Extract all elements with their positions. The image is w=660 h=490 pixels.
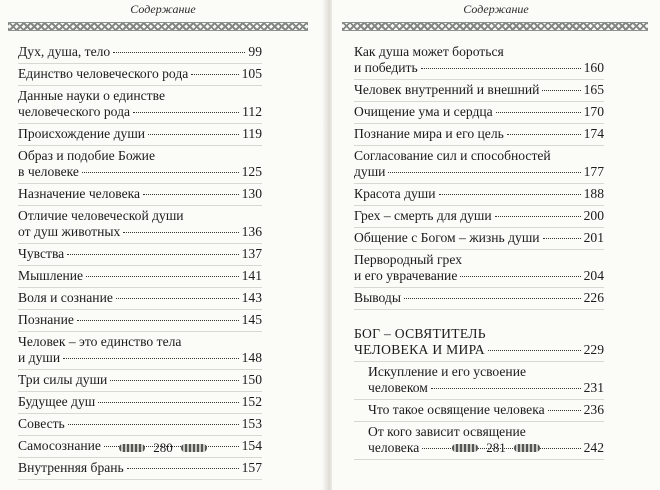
toc-entry-row xyxy=(18,350,262,366)
toc-entry-title: Человек – это единство тела xyxy=(18,334,182,349)
toc-entry-title: Что такое освящение человека xyxy=(368,402,545,417)
page-folio xyxy=(0,440,326,456)
dot-leader xyxy=(388,172,580,173)
dot-leader xyxy=(495,216,581,217)
toc-entry xyxy=(354,146,604,184)
page-number: 281 xyxy=(486,440,506,455)
toc-entry-row xyxy=(18,246,262,262)
dot-leader xyxy=(488,350,581,351)
toc-entry-title: Три силы души xyxy=(18,372,108,387)
toc-page-number: 201 xyxy=(583,230,604,245)
folio-ornament-right xyxy=(181,444,207,452)
toc-page-number: 165 xyxy=(583,82,604,97)
toc-entry-title: Самосознание xyxy=(18,438,101,453)
toc-entry-row xyxy=(18,290,262,306)
toc-entry-title: души xyxy=(354,164,386,179)
dot-leader xyxy=(496,112,581,113)
toc-entry xyxy=(354,400,604,422)
dot-leader xyxy=(548,410,581,411)
toc-entry-title: Отличие человеческой души xyxy=(18,208,184,223)
toc-entry-title: Познание xyxy=(18,312,74,327)
toc-entry xyxy=(18,392,262,414)
left-page xyxy=(0,0,326,490)
toc-entry-title: Выводы xyxy=(354,290,401,305)
toc-entry xyxy=(354,206,604,228)
toc-list xyxy=(354,42,604,460)
toc-entry-row xyxy=(18,66,262,82)
toc-entry-row xyxy=(354,164,604,180)
toc-entry-title: Дух, душа, тело xyxy=(18,44,111,59)
toc-page-number: 177 xyxy=(583,164,604,179)
toc-page-number: 99 xyxy=(248,44,262,59)
toc-page-number: 125 xyxy=(241,164,262,179)
toc-entry-title: и его уврачевание xyxy=(354,268,458,283)
toc-entry-title: От кого зависит освящение xyxy=(368,424,526,439)
toc-entry-row xyxy=(354,126,604,142)
header-ornament xyxy=(342,22,648,31)
toc-page-number: 204 xyxy=(583,268,604,283)
toc-entry xyxy=(18,332,262,370)
toc-entry-title: Будущее душ xyxy=(18,394,96,409)
toc-entry xyxy=(354,184,604,206)
toc-entry xyxy=(18,458,262,480)
toc-page-number: 145 xyxy=(241,312,262,327)
toc-entry-row xyxy=(18,312,262,328)
toc-entry-title: Единство человеческого рода xyxy=(18,66,189,81)
toc-page-number: 143 xyxy=(241,290,262,305)
toc-page-number: 160 xyxy=(583,60,604,75)
toc-entry-row xyxy=(18,394,262,410)
dot-leader xyxy=(542,90,580,91)
toc-entry xyxy=(18,124,262,146)
toc-page-number: 153 xyxy=(241,416,262,431)
toc-entry xyxy=(18,146,262,184)
toc-page-number: 157 xyxy=(241,460,262,475)
toc-entry-title: Происхождение души xyxy=(18,126,146,141)
toc-entry-title: Познание мира и его цель xyxy=(354,126,504,141)
toc-page-number: 200 xyxy=(583,208,604,223)
toc-entry-title: и души xyxy=(18,350,61,365)
toc-page-number: 231 xyxy=(583,380,604,395)
toc-entry-title: человеческого рода xyxy=(18,104,131,119)
toc-entry xyxy=(354,362,604,400)
toc-entry xyxy=(18,184,262,206)
toc-page-number: 226 xyxy=(583,290,604,305)
toc-page-number: 188 xyxy=(583,186,604,201)
toc-page-number: 130 xyxy=(241,186,262,201)
toc-entry xyxy=(18,64,262,86)
toc-entry-title: Внутренняя брань xyxy=(18,460,124,475)
dot-leader xyxy=(77,320,239,321)
dot-leader xyxy=(543,238,581,239)
toc-entry-row xyxy=(354,342,604,358)
toc-entry-title: Согласование сил и способностей xyxy=(354,148,551,163)
toc-entry-row xyxy=(354,186,604,202)
toc-page-number: 170 xyxy=(583,104,604,119)
running-head: Содержание xyxy=(130,2,196,16)
toc-entry-title: Образ и подобие Божие xyxy=(18,148,155,163)
folio-ornament-right xyxy=(514,444,540,452)
dot-leader xyxy=(143,194,239,195)
toc-entry xyxy=(18,288,262,310)
toc-section-heading xyxy=(354,324,604,362)
toc-entry-title: человеком xyxy=(368,380,428,395)
dot-leader xyxy=(98,402,238,403)
running-head: Содержание xyxy=(463,2,529,16)
toc-entry xyxy=(18,266,262,288)
toc-entry-row xyxy=(354,82,604,98)
toc-entry-row xyxy=(354,230,604,246)
folio-ornament-left xyxy=(452,444,478,452)
dot-leader xyxy=(68,424,239,425)
toc-entry-row xyxy=(368,402,604,418)
toc-entry xyxy=(354,288,604,310)
toc-entry-row xyxy=(354,104,604,120)
toc-entry-row xyxy=(18,164,262,180)
toc-page-number: 105 xyxy=(241,66,262,81)
toc-entry-title: человека xyxy=(368,440,420,455)
toc-entry-row xyxy=(18,44,262,60)
dot-leader xyxy=(431,388,581,389)
toc-entry-title: ЧЕЛОВЕКА И МИРА xyxy=(354,342,485,357)
dot-leader xyxy=(507,134,581,135)
toc-page-number: 242 xyxy=(583,440,604,455)
toc-entry-title: Воля и сознание xyxy=(18,290,113,305)
toc-page-number: 154 xyxy=(241,438,262,453)
toc-page-number: 150 xyxy=(241,372,262,387)
toc-entry-title: Назначение человека xyxy=(18,186,141,201)
toc-entry xyxy=(18,244,262,266)
dot-leader xyxy=(148,134,239,135)
dot-leader xyxy=(191,74,238,75)
header-ornament xyxy=(8,22,308,31)
dot-leader xyxy=(116,298,239,299)
toc-list xyxy=(18,42,262,480)
toc-entry-title: Данные науки о единстве xyxy=(18,88,165,103)
toc-page-number: 174 xyxy=(583,126,604,141)
toc-entry-title: Первородный грех xyxy=(354,252,462,267)
folio-ornament-left xyxy=(119,444,145,452)
right-page xyxy=(332,0,660,490)
dot-leader xyxy=(110,380,238,381)
toc-entry-title: Очищение ума и сердца xyxy=(354,104,493,119)
toc-entry-row xyxy=(18,104,262,120)
toc-page-number: 152 xyxy=(241,394,262,409)
toc-entry-title: Общение с Богом – жизнь души xyxy=(354,230,540,245)
dot-leader xyxy=(63,358,238,359)
dot-leader xyxy=(439,194,581,195)
toc-entry-row xyxy=(368,380,604,396)
toc-page-number: 148 xyxy=(241,350,262,365)
toc-entry xyxy=(354,228,604,250)
toc-page-number: 112 xyxy=(242,104,262,119)
toc-page-number: 236 xyxy=(583,402,604,417)
toc-entry-title: от душ животных xyxy=(18,224,121,239)
toc-page-number: 119 xyxy=(242,126,262,141)
toc-entry-row xyxy=(18,126,262,142)
toc-entry xyxy=(18,86,262,124)
toc-entry-title: Искупление и его усвоение xyxy=(368,364,527,379)
toc-entry-title: Человек внутренний и внешний xyxy=(354,82,540,97)
dot-leader xyxy=(86,276,239,277)
dot-leader xyxy=(421,68,581,69)
toc-page-number: 136 xyxy=(241,224,262,239)
toc-entry xyxy=(354,42,604,80)
toc-entry-title: Как душа может бороться xyxy=(354,44,504,59)
dot-leader xyxy=(127,468,239,469)
toc-entry-title: и победить xyxy=(354,60,418,75)
toc-entry-row xyxy=(354,60,604,76)
toc-entry-title: Чувства xyxy=(18,246,65,261)
toc-entry xyxy=(354,250,604,288)
toc-entry xyxy=(354,102,604,124)
toc-page-number: 141 xyxy=(241,268,262,283)
toc-entry xyxy=(18,414,262,436)
dot-leader xyxy=(133,112,239,113)
toc-entry-row xyxy=(18,224,262,240)
toc-entry xyxy=(18,42,262,64)
page-folio xyxy=(332,440,660,456)
toc-entry-title: Грех – смерть для души xyxy=(354,208,492,223)
dot-leader xyxy=(404,298,581,299)
toc-entry xyxy=(18,206,262,244)
dot-leader xyxy=(113,52,245,53)
dot-leader xyxy=(123,232,238,233)
toc-entry-row xyxy=(354,208,604,224)
toc-entry-row xyxy=(18,416,262,432)
toc-entry xyxy=(354,80,604,102)
toc-entry-row xyxy=(18,186,262,202)
toc-entry-row xyxy=(18,268,262,284)
toc-entry-title: Красота души xyxy=(354,186,436,201)
toc-entry-title: Совесть xyxy=(18,416,65,431)
toc-entry xyxy=(18,310,262,332)
toc-entry-title: БОГ – ОСВЯТИТЕЛЬ xyxy=(354,326,486,341)
toc-entry-title: в человеке xyxy=(18,164,79,179)
toc-entry-row xyxy=(354,268,604,284)
toc-entry xyxy=(18,370,262,392)
toc-entry-title: Мышление xyxy=(18,268,84,283)
page-number: 280 xyxy=(153,440,173,455)
dot-leader xyxy=(460,276,580,277)
toc-entry-row xyxy=(18,460,262,476)
toc-page-number: 137 xyxy=(241,246,262,261)
toc-page-number: 229 xyxy=(583,342,604,357)
toc-entry-row xyxy=(18,372,262,388)
toc-entry xyxy=(354,124,604,146)
dot-leader xyxy=(82,172,239,173)
dot-leader xyxy=(67,254,238,255)
toc-entry-row xyxy=(354,290,604,306)
